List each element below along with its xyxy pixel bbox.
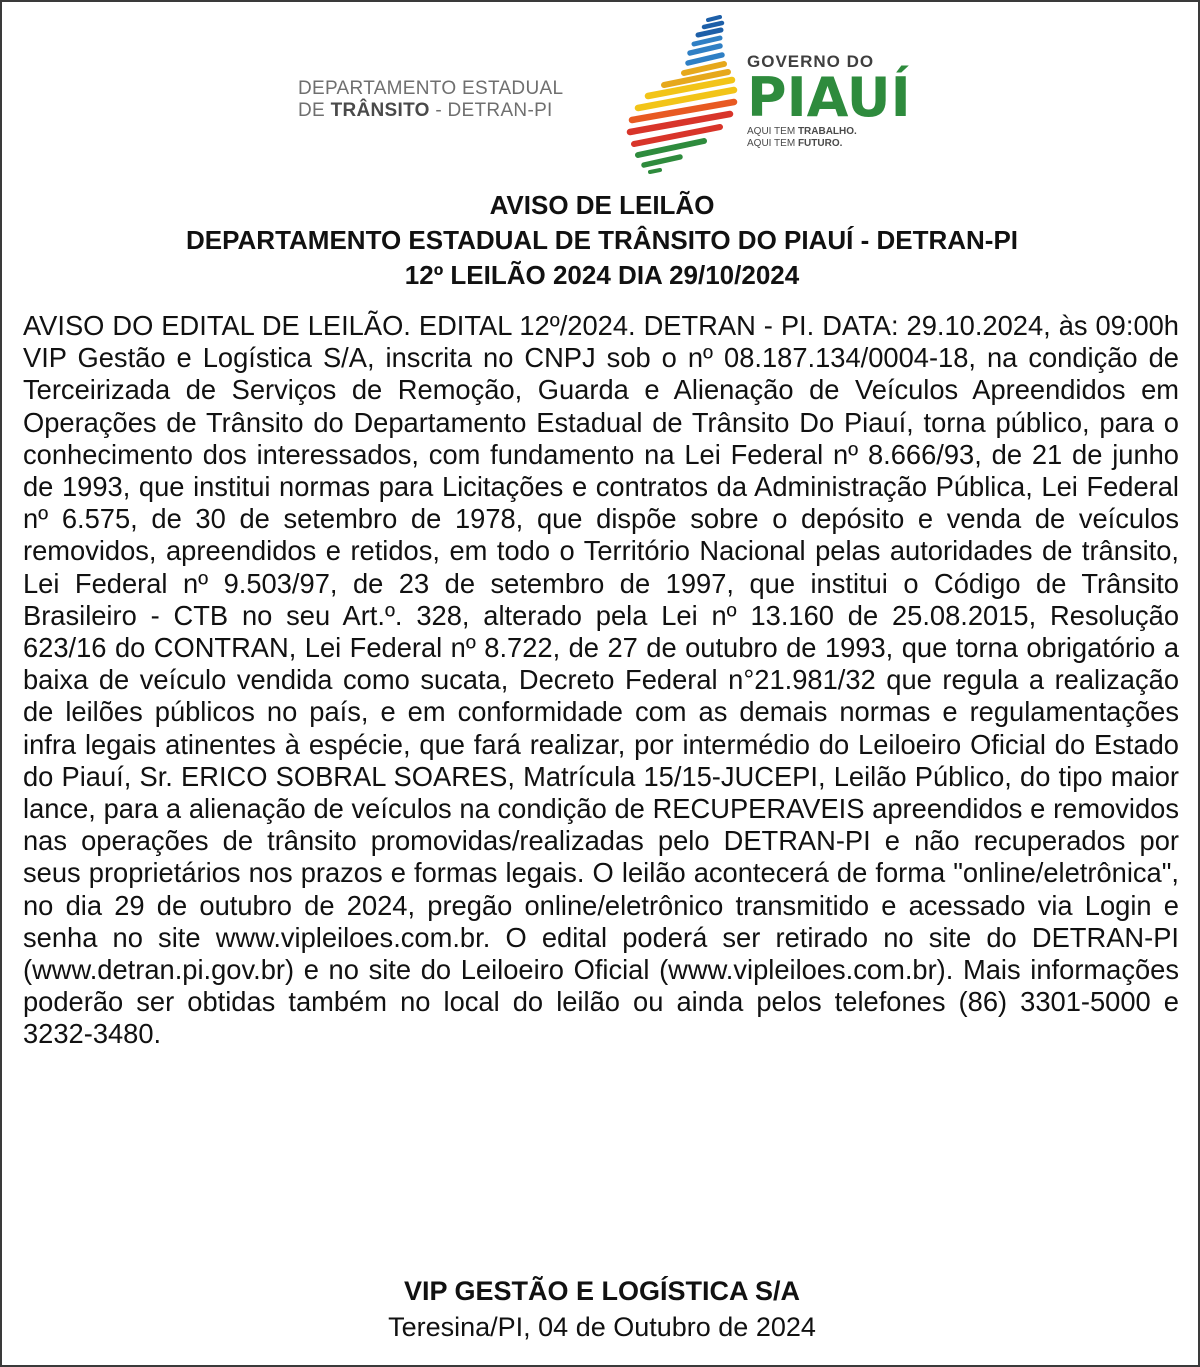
piaui-state-map-stripes-icon — [624, 14, 739, 176]
notice-edition: 12º LEILÃO 2024 DIA 29/10/2024 — [404, 260, 800, 290]
governo-logo-name: PIAUÍ — [747, 66, 911, 129]
footer-place-date: Teresina/PI, 04 de Outubro de 2024 — [388, 1312, 816, 1342]
notice-title: AVISO DE LEILÃO — [489, 190, 715, 220]
detran-logo-suffix: - DETRAN-PI — [429, 100, 553, 121]
detran-logo-line2 — [298, 100, 598, 122]
detran-logo-bold: TRÂNSITO — [330, 100, 430, 121]
detran-logo-line1: DEPARTAMENTO ESTADUAL — [298, 78, 564, 99]
governo-piaui-logo — [747, 52, 917, 150]
governo-logo-slogan — [747, 126, 917, 150]
detran-logo-prefix: DE — [298, 100, 331, 121]
slogan2-prefix: AQUI TEM — [747, 138, 798, 149]
header-logos — [2, 2, 1200, 182]
footer-company: VIP GESTÃO E LOGÍSTICA S/A — [403, 1276, 801, 1306]
governo-logo-top: GOVERNO DO — [747, 52, 875, 71]
detran-logo — [298, 78, 598, 122]
slogan2-bold: FUTURO. — [797, 138, 843, 149]
notice-body-paragraph: AVISO DO EDITAL DE LEILÃO. EDITAL 12º/2024. DETRAN - PI. DATA: 29.10.2024, às 09:00h VIP Gestão e Logística S/A, inscrita no CNPJ sob o nº 08.187.134/0004-18, na condição de Terceirizada de Serviços de Remoção, Guarda e Alienação de Veículos Apreendidos em Operações de Trânsito do Departamento Estadual de Trânsito Do Piauí, torna público, para o conhecimento dos interessados, com fundamento na Lei Federal nº 8.666/93, de 21 de junho de 1993, que institui normas para Licitações e contratos da Administração Pública, Lei Federal nº 6.575, de 30 de setembro de 1978, que dispõe sobre o depósito e venda de veículos removidos, apreendidos e retidos, em todo o Território Nacional pelas autoridades de trânsito, Lei Federal nº 9.503/97, de 23 de setembro de 1997, que institui o Código de Trânsito Brasileiro - CTB no seu Art.º. 328, alterado pela Lei nº 13.160 de 25.08.2015, Resolução 623/16 do CONTRAN, Lei Federal nº 8.722, de 27 de outubro de 1993, que torna obrigatório a baixa de veículo vendida como sucata, Decreto Federal n°21.981/32 que regula a realização de leilões públicos no país, e em conformidade com as demais normas e regulamentações infra legais atinentes à espécie, que fará realizar, por intermédio do Leiloeiro Oficial do Estado do Piauí, Sr. ERICO SOBRAL SOARES, Matrícula 15/15-JUCEPI, Leilão Público, do tipo maior lance, para a alienação de veículos na condição de RECUPERAVEIS apreendidos e removidos nas operações de trânsito promovidas/realizadas pelo DETRAN-PI e não recuperados por seus proprietários nos prazos e formas legais. O leilão acontecerá de forma "online/eletrônica", no dia 29 de outubro de 2024, pregão online/eletrônico transmitido e acessado via Login e senha no site www.vipleiloes.com.br. O edital poderá ser retirado no site do DETRAN-PI (www.detran.pi.gov.br) e no site do Leiloeiro Oficial (www.vipleiloes.com.br). Mais informações poderão ser obtidas também no local do leilão ou ainda pelos telefones (86) 3301-5000 e 3232-3480. — [23, 310, 1179, 1050]
slogan1-prefix: AQUI TEM — [747, 126, 798, 137]
notice-footer — [2, 1273, 1200, 1345]
notice-subtitle: DEPARTAMENTO ESTADUAL DE TRÂNSITO DO PIAUÍ - DETRAN-PI — [185, 225, 1019, 255]
notice-headings — [2, 188, 1200, 293]
slogan1-bold: TRABALHO. — [797, 126, 857, 137]
